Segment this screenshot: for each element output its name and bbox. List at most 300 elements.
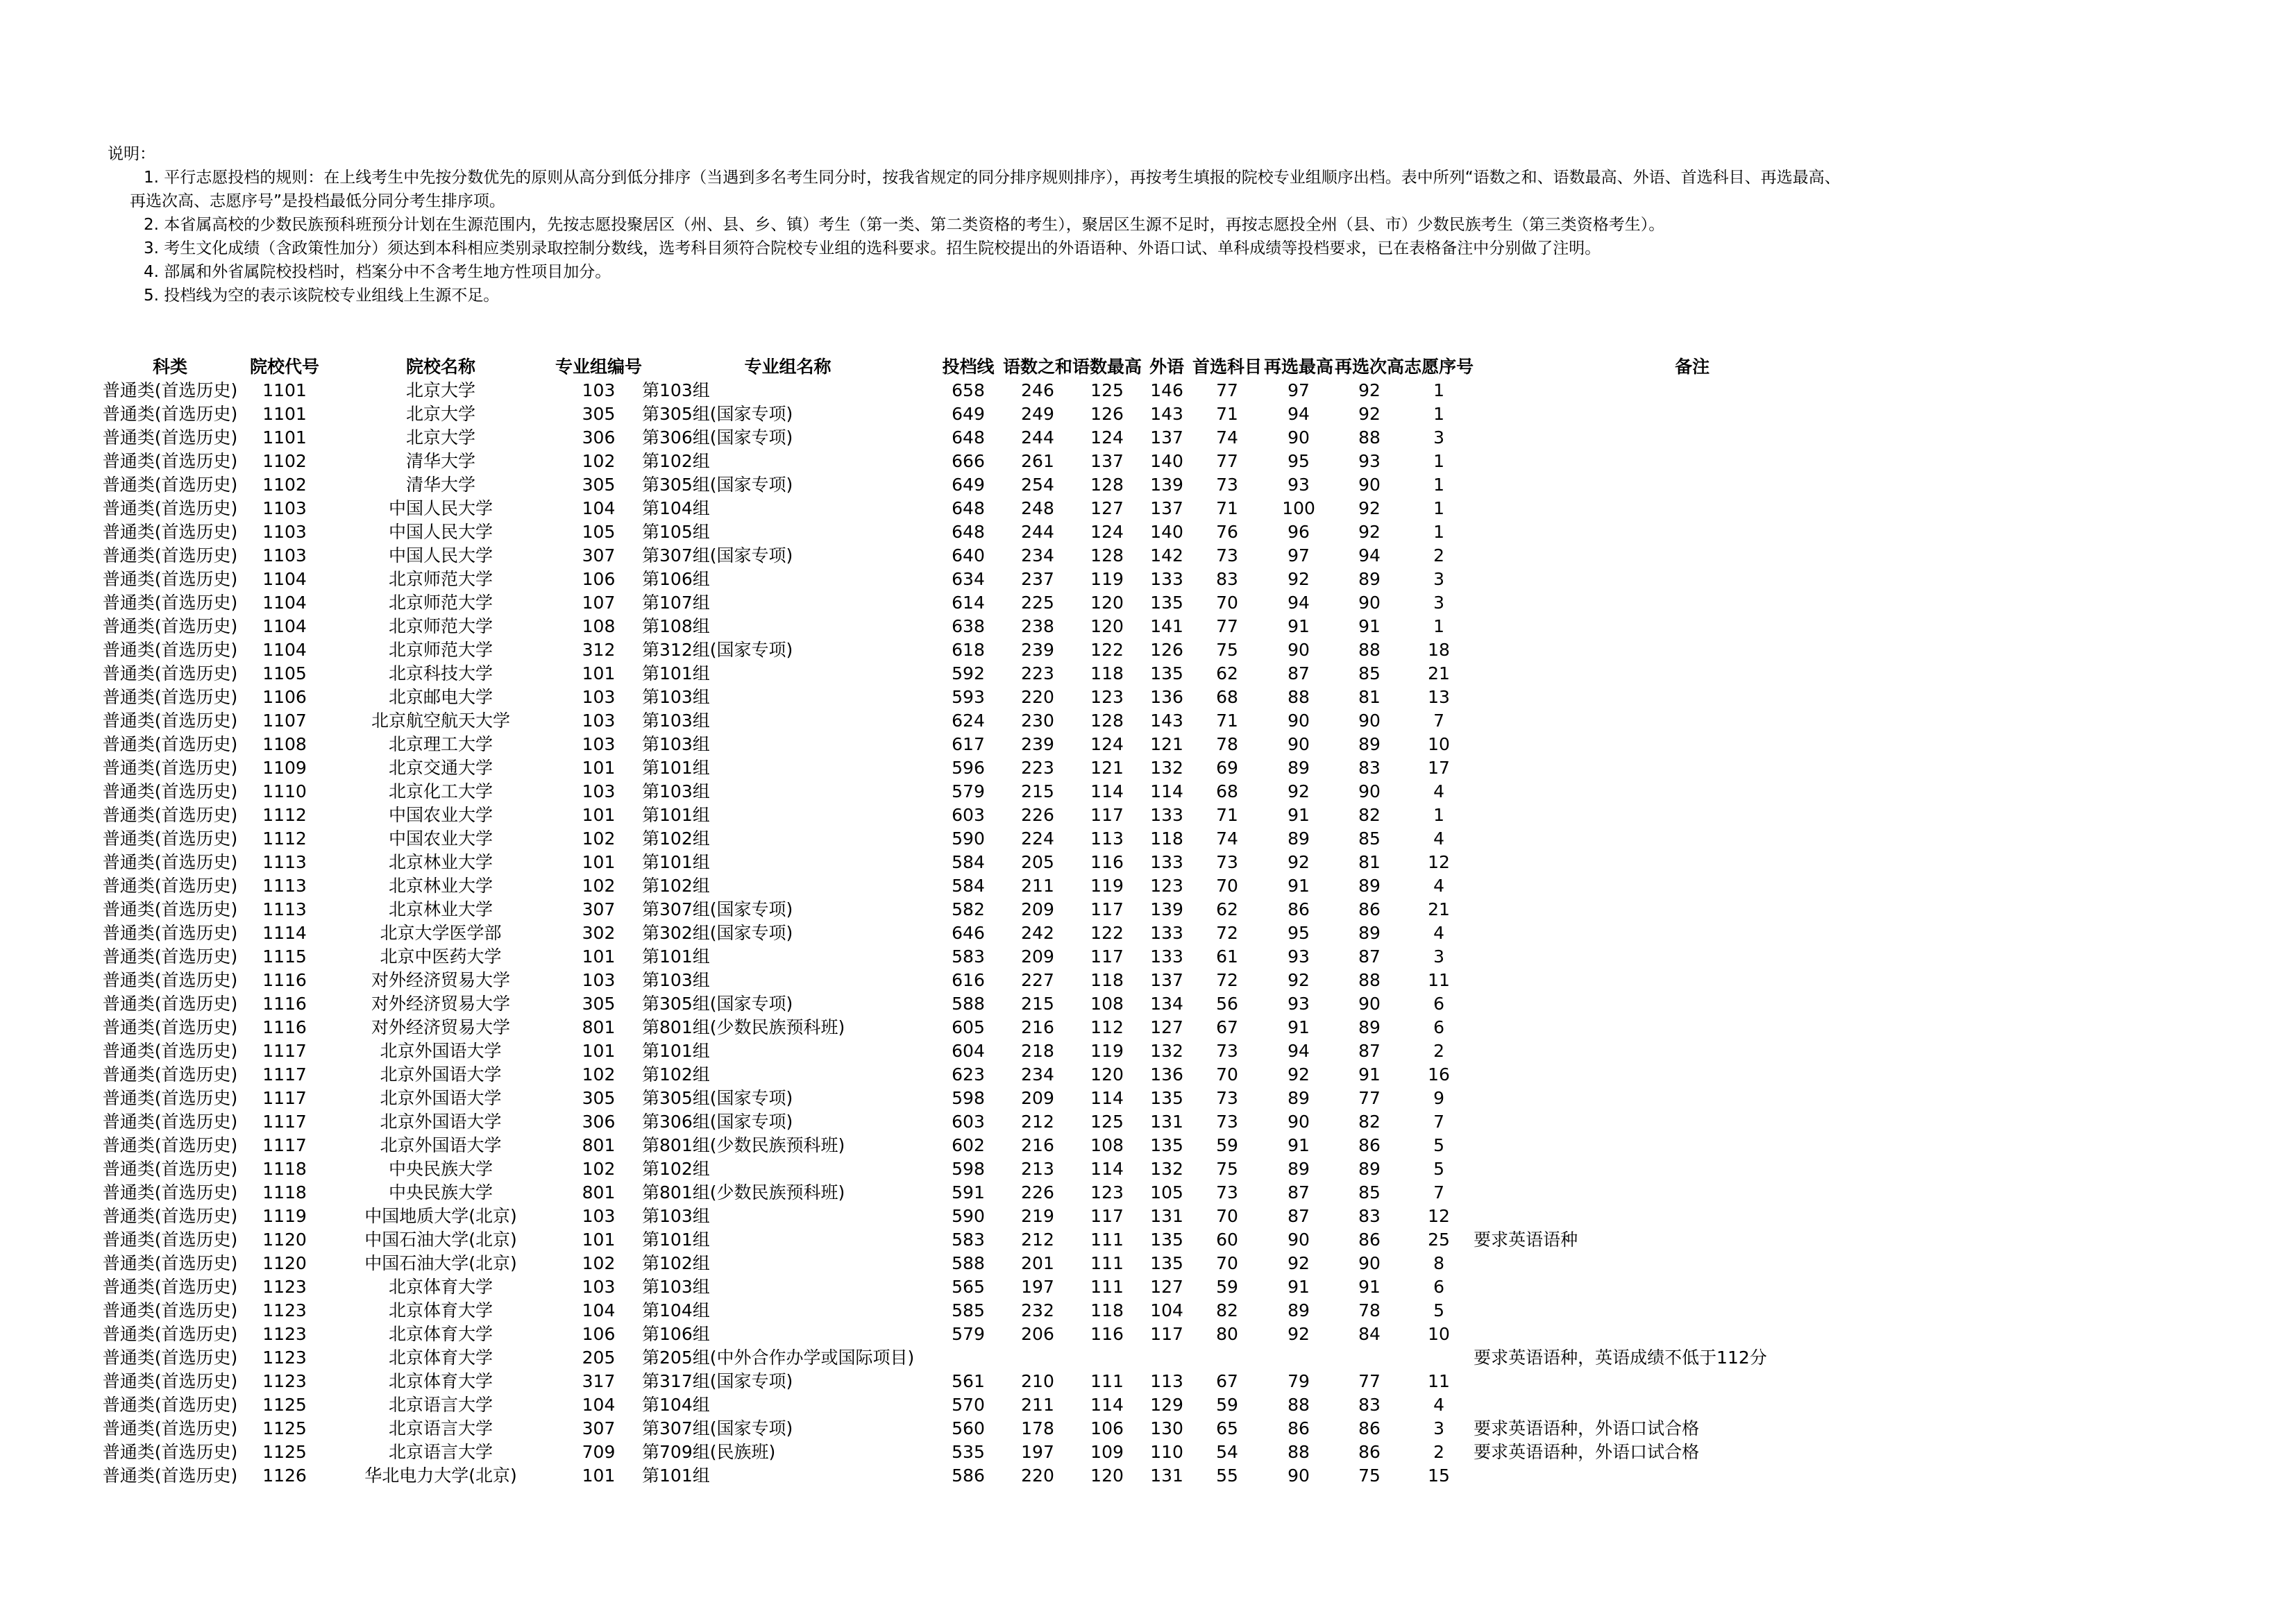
table-cell: 13 bbox=[1428, 687, 1450, 707]
table-cell bbox=[1474, 520, 1911, 544]
table-cell: 4 bbox=[1433, 876, 1445, 896]
table-cell: 596 bbox=[952, 758, 985, 778]
table-cell: 801 bbox=[582, 1182, 616, 1203]
table-cell: 237 bbox=[1021, 569, 1054, 589]
table-cell: 89 bbox=[1358, 1159, 1381, 1179]
table-cell: 640 bbox=[952, 545, 985, 566]
table-cell: 8 bbox=[1433, 1253, 1445, 1273]
table-cell: 普通类(首选历史) bbox=[102, 616, 238, 636]
table-cell: 128 bbox=[1090, 545, 1124, 566]
table-cell: 100 bbox=[1282, 498, 1315, 518]
table-cell: 101 bbox=[582, 852, 616, 872]
table-cell: 15 bbox=[1428, 1465, 1450, 1486]
table-cell: 北京师范大学 bbox=[388, 593, 493, 613]
table-cell: 北京语言大学 bbox=[388, 1395, 493, 1415]
table-cell: 137 bbox=[1150, 970, 1183, 990]
table-row bbox=[97, 1441, 1911, 1464]
table-cell bbox=[1474, 1039, 1911, 1063]
table-cell: 91 bbox=[1358, 1277, 1381, 1297]
table-cell: 普通类(首选历史) bbox=[102, 1371, 238, 1391]
table-cell: 62 bbox=[1216, 663, 1238, 683]
table-cell: 108 bbox=[1090, 994, 1124, 1014]
table-cell: 211 bbox=[1021, 876, 1054, 896]
table-cell: 117 bbox=[1090, 946, 1124, 967]
table-cell: 中国石油大学(北京) bbox=[364, 1230, 517, 1250]
table-cell: 101 bbox=[582, 663, 616, 683]
table-cell: 90 bbox=[1358, 994, 1381, 1014]
table-cell: 89 bbox=[1358, 569, 1381, 589]
table-cell: 92 bbox=[1288, 852, 1310, 872]
table-cell: 136 bbox=[1150, 687, 1183, 707]
table-cell: 第103组 bbox=[642, 1277, 710, 1297]
table-cell: 107 bbox=[582, 593, 616, 613]
admission-table bbox=[97, 355, 1911, 1488]
table-cell: 104 bbox=[582, 1395, 616, 1415]
table-cell: 226 bbox=[1021, 805, 1054, 825]
table-cell bbox=[1474, 1275, 1911, 1299]
table-cell: 94 bbox=[1288, 404, 1310, 424]
table-cell: 第103组 bbox=[642, 687, 710, 707]
table-cell: 119 bbox=[1090, 1041, 1124, 1061]
table-row bbox=[97, 426, 1911, 450]
table-cell: 70 bbox=[1216, 876, 1238, 896]
table-cell: 178 bbox=[1021, 1418, 1054, 1438]
table-cell: 普通类(首选历史) bbox=[102, 1348, 238, 1368]
table-cell: 第104组 bbox=[642, 498, 710, 518]
table-cell: 59 bbox=[1216, 1135, 1238, 1155]
table-cell: 北京外国语大学 bbox=[380, 1088, 502, 1108]
table-cell: 第307组(国家专项) bbox=[642, 545, 793, 566]
table-cell: 592 bbox=[952, 663, 985, 683]
table-cell: 中国人民大学 bbox=[388, 522, 493, 542]
column-header: 院校代号 bbox=[249, 357, 319, 377]
table-cell: 249 bbox=[1021, 404, 1054, 424]
table-cell: 136 bbox=[1150, 1064, 1183, 1085]
table-cell: 第101组 bbox=[642, 1465, 710, 1486]
table-cell: 59 bbox=[1216, 1277, 1238, 1297]
table-cell: 1114 bbox=[262, 923, 307, 943]
table-cell: 588 bbox=[952, 994, 985, 1014]
table-cell: 普通类(首选历史) bbox=[102, 946, 238, 967]
table-cell: 第205组(中外合作办学或国际项目) bbox=[642, 1348, 915, 1368]
table-cell: 2 bbox=[1433, 545, 1445, 566]
table-cell: 94 bbox=[1288, 593, 1310, 613]
table-cell: 北京体育大学 bbox=[388, 1324, 493, 1344]
table-cell: 91 bbox=[1288, 1017, 1310, 1037]
table-cell: 119 bbox=[1090, 876, 1124, 896]
table-row bbox=[97, 1346, 1911, 1370]
table-cell: 114 bbox=[1150, 781, 1183, 801]
table-cell: 232 bbox=[1021, 1300, 1054, 1320]
table-cell: 第305组(国家专项) bbox=[642, 404, 793, 424]
column-header: 语数最高 bbox=[1072, 357, 1142, 377]
table-cell: 216 bbox=[1021, 1017, 1054, 1037]
table-cell: 中央民族大学 bbox=[388, 1159, 493, 1179]
table-cell bbox=[1474, 638, 1911, 662]
table-cell bbox=[1474, 1464, 1911, 1488]
table-cell: 92 bbox=[1358, 404, 1381, 424]
table-row bbox=[97, 520, 1911, 544]
table-cell: 77 bbox=[1358, 1088, 1381, 1108]
table-cell: 131 bbox=[1150, 1112, 1183, 1132]
table-cell: 清华大学 bbox=[405, 451, 475, 471]
table-cell: 658 bbox=[952, 380, 985, 400]
table-cell: 普通类(首选历史) bbox=[102, 475, 238, 495]
table-cell: 605 bbox=[952, 1017, 985, 1037]
table-cell: 242 bbox=[1021, 923, 1054, 943]
table-cell: 17 bbox=[1428, 758, 1450, 778]
table-cell: 135 bbox=[1150, 593, 1183, 613]
column-header: 科类 bbox=[152, 357, 187, 377]
table-cell: 105 bbox=[1150, 1182, 1183, 1203]
table-cell bbox=[1474, 709, 1911, 733]
table-cell: 239 bbox=[1021, 734, 1054, 754]
table-cell: 普通类(首选历史) bbox=[102, 899, 238, 919]
table-cell: 61 bbox=[1216, 946, 1238, 967]
table-cell: 普通类(首选历史) bbox=[102, 781, 238, 801]
table-cell: 124 bbox=[1090, 734, 1124, 754]
table-cell: 普通类(首选历史) bbox=[102, 1206, 238, 1226]
table-cell: 1113 bbox=[262, 899, 307, 919]
table-cell: 104 bbox=[582, 498, 616, 518]
table-cell: 86 bbox=[1288, 899, 1310, 919]
table-cell: 602 bbox=[952, 1135, 985, 1155]
table-row bbox=[97, 450, 1911, 473]
table-cell: 第306组(国家专项) bbox=[642, 1112, 793, 1132]
table-cell: 88 bbox=[1288, 1395, 1310, 1415]
table-cell bbox=[1474, 1110, 1911, 1134]
table-cell: 103 bbox=[582, 380, 616, 400]
table-cell: 88 bbox=[1358, 970, 1381, 990]
table-cell: 第801组(少数民族预科班) bbox=[642, 1182, 845, 1203]
table-cell: 89 bbox=[1288, 758, 1310, 778]
table-cell: 135 bbox=[1150, 1088, 1183, 1108]
table-cell bbox=[1192, 1346, 1263, 1370]
table-cell: 122 bbox=[1090, 923, 1124, 943]
table-cell: 79 bbox=[1288, 1371, 1310, 1391]
table-cell: 126 bbox=[1150, 640, 1183, 660]
table-cell: 106 bbox=[1090, 1418, 1124, 1438]
table-cell: 133 bbox=[1150, 805, 1183, 825]
table-row bbox=[97, 1181, 1911, 1205]
table-cell: 121 bbox=[1150, 734, 1183, 754]
table-cell: 1123 bbox=[262, 1300, 307, 1320]
note-line: 再选次高、志愿序号”是投档最低分同分考生排序项。 bbox=[130, 192, 505, 210]
table-cell: 3 bbox=[1433, 593, 1445, 613]
table-cell bbox=[1474, 544, 1911, 568]
table-cell: 220 bbox=[1021, 1465, 1054, 1486]
table-cell: 649 bbox=[952, 404, 985, 424]
table-cell: 93 bbox=[1288, 946, 1310, 967]
table-cell: 北京林业大学 bbox=[388, 876, 493, 896]
table-cell: 1102 bbox=[262, 475, 307, 495]
table-cell: 3 bbox=[1433, 1418, 1445, 1438]
table-cell bbox=[1003, 1346, 1072, 1370]
table-cell: 134 bbox=[1150, 994, 1183, 1014]
table-cell: 4 bbox=[1433, 923, 1445, 943]
table-cell bbox=[1474, 497, 1911, 520]
table-cell: 90 bbox=[1288, 734, 1310, 754]
table-cell: 第107组 bbox=[642, 593, 710, 613]
table-cell: 90 bbox=[1288, 711, 1310, 731]
table-cell: 1 bbox=[1433, 451, 1445, 471]
table-cell: 239 bbox=[1021, 640, 1054, 660]
table-cell: 普通类(首选历史) bbox=[102, 805, 238, 825]
table-cell: 第102组 bbox=[642, 1253, 710, 1273]
table-cell: 北京体育大学 bbox=[388, 1277, 493, 1297]
table-cell: 223 bbox=[1021, 663, 1054, 683]
table-cell: 77 bbox=[1358, 1371, 1381, 1391]
table-cell: 1103 bbox=[262, 545, 307, 566]
table-cell: 106 bbox=[582, 569, 616, 589]
table-cell: 5 bbox=[1433, 1300, 1445, 1320]
table-cell: 1125 bbox=[262, 1418, 307, 1438]
table-cell bbox=[1474, 450, 1911, 473]
table-cell: 197 bbox=[1021, 1277, 1054, 1297]
table-cell: 617 bbox=[952, 734, 985, 754]
table-cell: 70 bbox=[1216, 593, 1238, 613]
table-cell: 618 bbox=[952, 640, 985, 660]
table-cell: 584 bbox=[952, 852, 985, 872]
table-cell: 92 bbox=[1288, 970, 1310, 990]
table-cell: 103 bbox=[582, 970, 616, 990]
table-cell: 普通类(首选历史) bbox=[102, 1064, 238, 1085]
table-cell: 117 bbox=[1090, 805, 1124, 825]
table-cell bbox=[1474, 780, 1911, 804]
table-cell: 第104组 bbox=[642, 1395, 710, 1415]
table-cell: 88 bbox=[1288, 1442, 1310, 1462]
table-cell: 111 bbox=[1090, 1277, 1124, 1297]
table-cell: 201 bbox=[1021, 1253, 1054, 1273]
table-cell: 90 bbox=[1358, 711, 1381, 731]
table-row bbox=[97, 733, 1911, 756]
table-cell: 北京外国语大学 bbox=[380, 1112, 502, 1132]
table-cell: 638 bbox=[952, 616, 985, 636]
table-cell: 305 bbox=[582, 1088, 616, 1108]
note-line: 5. 投档线为空的表示该院校专业组线上生源不足。 bbox=[144, 287, 500, 305]
table-cell: 10 bbox=[1428, 1324, 1450, 1344]
table-cell bbox=[1263, 1346, 1335, 1370]
table-cell: 1103 bbox=[262, 498, 307, 518]
table-row bbox=[97, 1393, 1911, 1417]
table-cell: 590 bbox=[952, 829, 985, 849]
table-cell: 第102组 bbox=[642, 1159, 710, 1179]
table-cell: 82 bbox=[1358, 1112, 1381, 1132]
table-cell bbox=[1474, 756, 1911, 780]
table-cell: 25 bbox=[1428, 1230, 1450, 1250]
table-cell: 302 bbox=[582, 923, 616, 943]
table-cell: 648 bbox=[952, 522, 985, 542]
table-cell bbox=[1474, 402, 1911, 426]
table-cell: 67 bbox=[1216, 1017, 1238, 1037]
table-cell: 北京大学医学部 bbox=[380, 923, 502, 943]
table-cell bbox=[1474, 615, 1911, 638]
table-cell: 140 bbox=[1150, 451, 1183, 471]
table-cell: 120 bbox=[1090, 616, 1124, 636]
table-cell: 215 bbox=[1021, 994, 1054, 1014]
table-cell: 90 bbox=[1358, 475, 1381, 495]
table-cell: 89 bbox=[1358, 876, 1381, 896]
table-cell: 71 bbox=[1216, 404, 1238, 424]
table-cell: 1108 bbox=[262, 734, 307, 754]
table-cell: 1116 bbox=[262, 994, 307, 1014]
table-cell: 北京外国语大学 bbox=[380, 1041, 502, 1061]
table-cell: 127 bbox=[1150, 1277, 1183, 1297]
table-cell: 117 bbox=[1150, 1324, 1183, 1344]
table-cell: 86 bbox=[1358, 1135, 1381, 1155]
table-cell: 81 bbox=[1358, 852, 1381, 872]
table-cell: 普通类(首选历史) bbox=[102, 1300, 238, 1320]
table-row bbox=[97, 544, 1911, 568]
table-cell: 94 bbox=[1288, 1041, 1310, 1061]
table-cell bbox=[1474, 1323, 1911, 1346]
table-cell: 205 bbox=[1021, 852, 1054, 872]
table-cell: 1110 bbox=[262, 781, 307, 801]
table-cell: 103 bbox=[582, 781, 616, 801]
table-cell: 70 bbox=[1216, 1064, 1238, 1085]
table-cell: 北京大学 bbox=[405, 380, 475, 400]
table-cell: 普通类(首选历史) bbox=[102, 1395, 238, 1415]
table-cell: 1103 bbox=[262, 522, 307, 542]
table-cell bbox=[1474, 1205, 1911, 1228]
table-cell bbox=[1474, 804, 1911, 827]
table-cell: 第102组 bbox=[642, 451, 710, 471]
table-cell: 211 bbox=[1021, 1395, 1054, 1415]
table-cell: 北京理工大学 bbox=[388, 734, 493, 754]
table-cell: 第307组(国家专项) bbox=[642, 899, 793, 919]
table-cell: 7 bbox=[1433, 1182, 1445, 1203]
table-cell: 106 bbox=[582, 1324, 616, 1344]
table-cell bbox=[1474, 568, 1911, 591]
table-cell: 1120 bbox=[262, 1230, 307, 1250]
table-cell: 54 bbox=[1216, 1442, 1238, 1462]
table-cell: 第306组(国家专项) bbox=[642, 427, 793, 448]
column-header: 投档线 bbox=[942, 357, 995, 377]
table-cell: 普通类(首选历史) bbox=[102, 1135, 238, 1155]
table-cell: 105 bbox=[582, 522, 616, 542]
table-cell: 78 bbox=[1358, 1300, 1381, 1320]
table-cell: 623 bbox=[952, 1064, 985, 1085]
table-cell: 78 bbox=[1216, 734, 1238, 754]
table-cell: 121 bbox=[1090, 758, 1124, 778]
table-cell: 120 bbox=[1090, 1465, 1124, 1486]
table-cell: 128 bbox=[1090, 475, 1124, 495]
table-cell: 213 bbox=[1021, 1159, 1054, 1179]
table-cell: 579 bbox=[952, 781, 985, 801]
table-cell bbox=[1474, 827, 1911, 851]
table-cell: 1101 bbox=[262, 427, 307, 448]
table-cell: 137 bbox=[1150, 498, 1183, 518]
table-cell: 北京外国语大学 bbox=[380, 1135, 502, 1155]
table-cell: 12 bbox=[1428, 852, 1450, 872]
table-cell: 248 bbox=[1021, 498, 1054, 518]
table-cell: 616 bbox=[952, 970, 985, 990]
table-cell: 北京航空航天大学 bbox=[371, 711, 510, 731]
table-cell bbox=[1474, 1393, 1911, 1417]
table-cell: 141 bbox=[1150, 616, 1183, 636]
table-cell: 593 bbox=[952, 687, 985, 707]
table-cell: 第101组 bbox=[642, 758, 710, 778]
table-cell: 1 bbox=[1433, 616, 1445, 636]
table-row bbox=[97, 945, 1911, 969]
table-row bbox=[97, 1252, 1911, 1275]
table-cell: 92 bbox=[1288, 1324, 1310, 1344]
table-cell: 1116 bbox=[262, 970, 307, 990]
table-cell: 101 bbox=[582, 1465, 616, 1486]
table-cell: 普通类(首选历史) bbox=[102, 758, 238, 778]
table-cell: 北京外国语大学 bbox=[380, 1064, 502, 1085]
table-cell: 646 bbox=[952, 923, 985, 943]
table-cell: 92 bbox=[1288, 569, 1310, 589]
table-cell: 71 bbox=[1216, 805, 1238, 825]
table-cell: 75 bbox=[1358, 1465, 1381, 1486]
table-cell: 普通类(首选历史) bbox=[102, 1041, 238, 1061]
table-cell bbox=[1474, 1134, 1911, 1157]
table-cell: 90 bbox=[1288, 1230, 1310, 1250]
table-cell: 73 bbox=[1216, 852, 1238, 872]
table-cell: 225 bbox=[1021, 593, 1054, 613]
table-cell: 1117 bbox=[262, 1112, 307, 1132]
table-cell: 第305组(国家专项) bbox=[642, 1088, 793, 1108]
table-cell: 普通类(首选历史) bbox=[102, 994, 238, 1014]
column-header: 院校名称 bbox=[405, 357, 475, 377]
table-cell: 1117 bbox=[262, 1041, 307, 1061]
table-cell: 140 bbox=[1150, 522, 1183, 542]
table-cell: 81 bbox=[1358, 687, 1381, 707]
table-cell: 74 bbox=[1216, 829, 1238, 849]
table-cell: 3 bbox=[1433, 946, 1445, 967]
table-cell: 北京语言大学 bbox=[388, 1442, 493, 1462]
table-cell: 212 bbox=[1021, 1230, 1054, 1250]
table-cell: 1104 bbox=[262, 569, 307, 589]
table-cell: 89 bbox=[1358, 1017, 1381, 1037]
table-cell: 86 bbox=[1358, 1230, 1381, 1250]
table-cell: 普通类(首选历史) bbox=[102, 970, 238, 990]
table-cell bbox=[1474, 1063, 1911, 1087]
table-cell: 95 bbox=[1288, 923, 1310, 943]
table-cell: 第101组 bbox=[642, 1230, 710, 1250]
column-header: 专业组编号 bbox=[555, 357, 643, 377]
table-cell: 北京中医药大学 bbox=[380, 946, 502, 967]
table-cell: 648 bbox=[952, 427, 985, 448]
table-cell: 85 bbox=[1358, 829, 1381, 849]
table-cell: 1109 bbox=[262, 758, 307, 778]
table-row bbox=[97, 1275, 1911, 1299]
table-cell: 第102组 bbox=[642, 829, 710, 849]
table-cell: 582 bbox=[952, 899, 985, 919]
table-cell: 第103组 bbox=[642, 1206, 710, 1226]
table-cell: 普通类(首选历史) bbox=[102, 451, 238, 471]
table-cell: 89 bbox=[1288, 829, 1310, 849]
table-cell: 102 bbox=[582, 451, 616, 471]
table-cell: 北京林业大学 bbox=[388, 852, 493, 872]
table-cell: 北京科技大学 bbox=[388, 663, 493, 683]
table-cell: 305 bbox=[582, 994, 616, 1014]
table-cell bbox=[1404, 1346, 1474, 1370]
table-cell: 普通类(首选历史) bbox=[102, 1465, 238, 1486]
table-cell: 93 bbox=[1288, 994, 1310, 1014]
table-row bbox=[97, 1063, 1911, 1087]
table-cell: 73 bbox=[1216, 475, 1238, 495]
table-cell: 65 bbox=[1216, 1418, 1238, 1438]
table-cell: 1125 bbox=[262, 1442, 307, 1462]
table-cell: 87 bbox=[1288, 1182, 1310, 1203]
note-line: 说明： bbox=[108, 145, 155, 163]
table-row bbox=[97, 402, 1911, 426]
table-cell: 92 bbox=[1358, 498, 1381, 518]
table-cell: 北京林业大学 bbox=[388, 899, 493, 919]
table-cell: 85 bbox=[1358, 1182, 1381, 1203]
